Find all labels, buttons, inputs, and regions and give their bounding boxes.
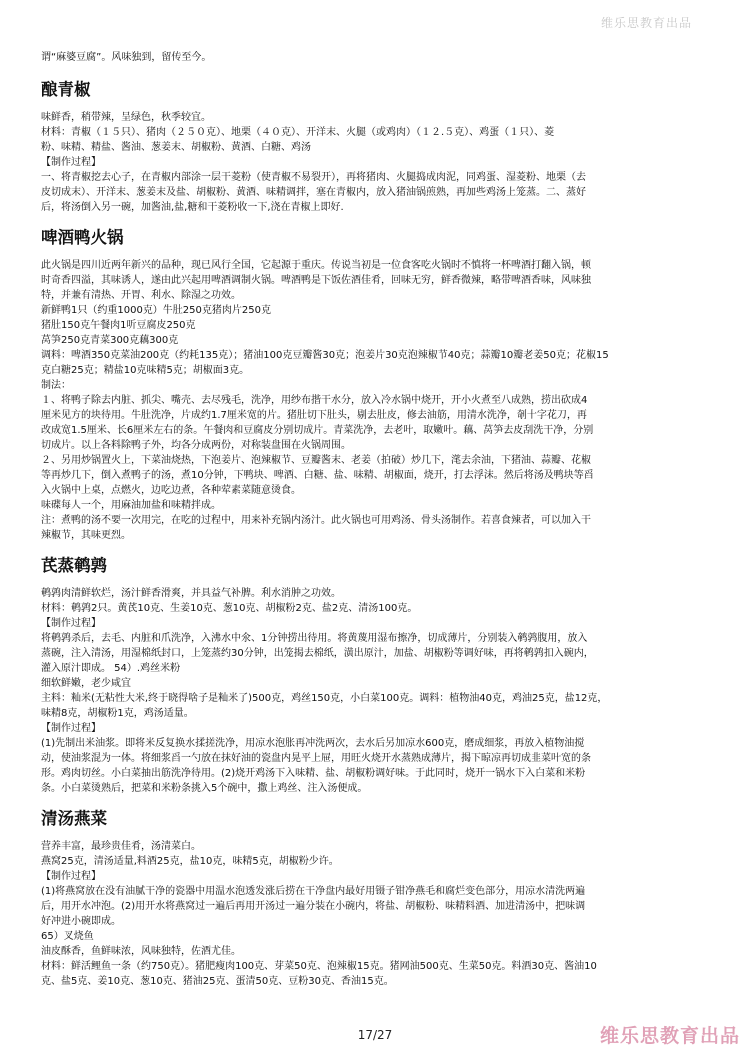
recipe-title: 啤酒鸭火锅 (41, 228, 124, 247)
text-line: 【制作过程】 (41, 618, 101, 629)
text-line: 蒸碗，注入清汤，用湿棉纸封口，上笼蒸约30分钟，出笼揭去棉纸，潢出原汁，加盐、胡椒粉等调好味，再将鹌鹑扣入碗内， (41, 648, 594, 659)
text-line: 形。鸡肉切丝。小白菜抽出筋洗净待用。(2)烧开鸡汤下入味精、盐、胡椒粉调好味。于此同时，烧开一锅水下入白菜和米粉 (41, 768, 586, 779)
text-line: 燕窝25克，清汤适量,料酒25克，盐10克，味精5克，胡椒粉少许。 (41, 856, 339, 867)
recipe-title: 芪蒸鹌鹑 (41, 556, 107, 575)
text-line: 注：煮鸭的汤不要一次用完，在吃的过程中，用来补充锅内汤汁。此火锅也可用鸡汤、骨头汤制作。若喜食辣者，可以加入干 (41, 515, 591, 526)
text-line: 味鲜香，稍带辣，呈绿色，秋季较宜。 (41, 112, 211, 123)
text-line: 后，将汤倒入另一碗，加酱油,盐,糖和干菱粉收一下,浇在青椒上即好. (41, 202, 344, 213)
recipe-section (41, 79, 713, 215)
text-line: 等再炒几下，倒入煮鸭子的汤，煮10分钟，下鸭块、啤酒、白糖、盐、味精、胡椒面，烧开，打去浮沫。然后将汤及鸭块等舀 (41, 470, 594, 481)
text-line: 细软鲜嫩，老少咸宜 (41, 678, 131, 689)
text-line: (1)先制出米油浆。即将米反复换水揉搓洗净，用凉水泡胀再冲洗两次，去水后另加凉水600克，磨成细浆，再放入植物油搅 (41, 738, 585, 749)
text-line: 动，使油浆混为一体。将细浆舀一勺放在抹好油的瓷盘内晃平上屉，用旺火烧开水蒸熟成薄片，揭下晾凉再切成韭菜叶宽的条 (41, 753, 591, 764)
text-line: 材料：鹌鹑2只。黄芪10克、生姜10克、葱10克、胡椒粉2克、盐2克、清汤100克。 (41, 603, 418, 614)
text-line: １、将鸭子除去内脏、抓尖、嘴壳、去尽残毛，洗净，用纱布揩干水分，放入冷水锅中烧开，开小火煮至八成熟，捞出砍成4 (41, 395, 588, 406)
text-line: 猪肚150克午餐肉1听豆腐皮250克 (41, 320, 196, 331)
recipe-section (41, 808, 713, 989)
text-line: 材料：青椒（１５只）、猪肉（２５０克）、地栗（４０克）、开洋末、火腿（或鸡肉）（１２.５克）、鸡蛋（１只）、菱 (41, 127, 555, 138)
text-line: 味精8克，胡椒粉1克，鸡汤适量。 (41, 708, 194, 719)
text-line: 新鲜鸭1只（约重1000克）牛肚250克猪肉片250克 (41, 305, 271, 316)
recipe-title: 酿青椒 (41, 80, 91, 99)
recipe-sections (41, 65, 713, 989)
text-line: 材料：鲜活鲤鱼一条（约750克）。猪肥瘦肉100克、芽菜50克、泡辣椒15克。猪网油500克、生菜50克。料酒30克、酱油10 (41, 961, 597, 972)
text-line: 一、将青椒挖去心子，在青椒内部涂一层干菱粉（使青椒不易裂开），再将猪肉、火腿捣成肉泥，同鸡蛋、湿菱粉、地栗（去 (41, 172, 586, 183)
document-body (41, 50, 713, 989)
text-line: 调料：啤酒350克菜油200克（约耗135克）；猪油100克豆瓣酱30克；泡姜片30克泡辣椒节40克；蒜瓣10瓣老姜50克；花椒15 (41, 350, 609, 361)
recipe-section (41, 227, 713, 543)
text-line: (1)将燕窝放在没有油腻干净的瓷器中用温水泡透发涨后捞在干净盘内最好用镊子钳净燕毛和腐烂变色部分，用凉水清洗两遍 (41, 886, 586, 897)
text-line: 味碟每人一个，用麻油加盐和味精拌成。 (41, 500, 221, 511)
recipe-section (41, 555, 713, 796)
text-line: 条。小白菜烫熟后，把菜和米粉条挑入5个碗中，撒上鸡丝、注入汤便成。 (41, 783, 368, 794)
text-line: 65）叉烧鱼 (41, 931, 94, 942)
text-line: 粉、味精、精盐、酱油、葱姜末、胡椒粉、黄酒、白糖、鸡汤 (41, 142, 311, 153)
text-line: 【制作过程】 (41, 157, 101, 168)
text-line: 切成片。以上各料除鸭子外，均各分成两份，对称装盘围在火锅周围。 (41, 440, 351, 451)
text-line: 改成宽1.5厘米、长6厘米左右的条。午餐肉和豆腐皮分别切成片。青菜洗净，去老叶，取嫩叶。藕、莴笋去皮刮洗干净，分别 (41, 425, 594, 436)
watermark-top: 维乐思教育出品 (600, 16, 692, 30)
text-line: 主料：籼米(无粘性大米,终于晓得啥子是籼米了)500克，鸡丝150克，小白菜100克。调料：植物油40克，鸡油25克，盐12克， (41, 693, 608, 704)
text-line: 将鹌鹑杀后，去毛、内脏和爪洗净，入沸水中氽、1分钟捞出待用。将黄蔑用湿布擦净，切成薄片，分别装入鹌鹑腹用，放入 (41, 633, 588, 644)
text-line: 克、盐5克、姜10克、葱10克、猪油25克、蛋清50克、豆粉30克、香油15克。 (41, 976, 394, 987)
text-line: 克白糖25克；精盐10克味精5克；胡椒面3克。 (41, 365, 250, 376)
text-line: 油皮酥香，鱼鲜味浓，风味独特，佐酒尤佳。 (41, 946, 241, 957)
text-line: 好冲进小碗即成。 (41, 916, 121, 927)
text-line: 【制作过程】 (41, 871, 101, 882)
text-line: 此火锅是四川近两年新兴的品种，现已风行全国，它起源于重庆。传说当初是一位食客吃火锅时不慎将一杯啤酒打翻入锅，顿 (41, 260, 591, 271)
text-line: 入火锅中上桌，点燃火，边吃边煮，各种荤素菜随意烫食。 (41, 485, 301, 496)
text-line: 莴笋250克青菜300克藕300克 (41, 335, 179, 346)
text-line: 时奇香四溢，其味诱人，遂由此兴起用啤酒调制火锅。啤酒鸭是下饭佐酒佳肴，回味无穷，鲜香微辣，略带啤酒香味，风味独 (41, 275, 591, 286)
text-line: ２、另用炒锅置火上，下菜油烧热，下泡姜片、泡辣椒节、豆瓣酱末、老姜（拍破）炒几下，滗去余油，下猪油、蒜瓣、花椒 (41, 455, 591, 466)
text-line: 灌入原汁即成。 54）.鸡丝米粉 (41, 663, 181, 674)
text-line: 鹌鹑肉清鲜软烂，汤汁鲜香滑爽，并具益气补脾。利水消肿之功效。 (41, 588, 341, 599)
text-line: 特，并兼有清热、开胃、利水、除湿之功效。 (41, 290, 241, 301)
text-line: 后，用开水冲泡。(2)用开水将燕窝过一遍后再用开汤过一遍分装在小碗内，将盐、胡椒粉、味精料酒、加进清汤中，把味调 (41, 901, 586, 912)
intro-tail: 谓“麻婆豆腐”。风味独到，留传至今。 (41, 52, 212, 63)
text-line: 皮切成末）、开洋末、葱姜末及盐、胡椒粉、黄酒、味精调拌，塞在青椒内，放入猪油锅煎熟，再加些鸡汤上笼蒸。二、蒸好 (41, 187, 586, 198)
text-line: 【制作过程】 (41, 723, 101, 734)
page-number: 17/27 (357, 1028, 393, 1042)
text-line: 厘米见方的块待用。牛肚洗净，片成约1.7厘米宽的片。猪肚切下肚头，剔去肚皮，修去油筋，用清水洗净，剞十字花刀，再 (41, 410, 587, 421)
watermark-bottom: 维乐思教育出品 (599, 1025, 740, 1047)
text-line: 营养丰富，最珍贵佳肴，汤清菜白。 (41, 841, 201, 852)
text-line: 制法： (41, 380, 71, 391)
recipe-title: 清汤燕菜 (41, 809, 107, 828)
text-line: 辣椒节，其味更烈。 (41, 530, 131, 541)
